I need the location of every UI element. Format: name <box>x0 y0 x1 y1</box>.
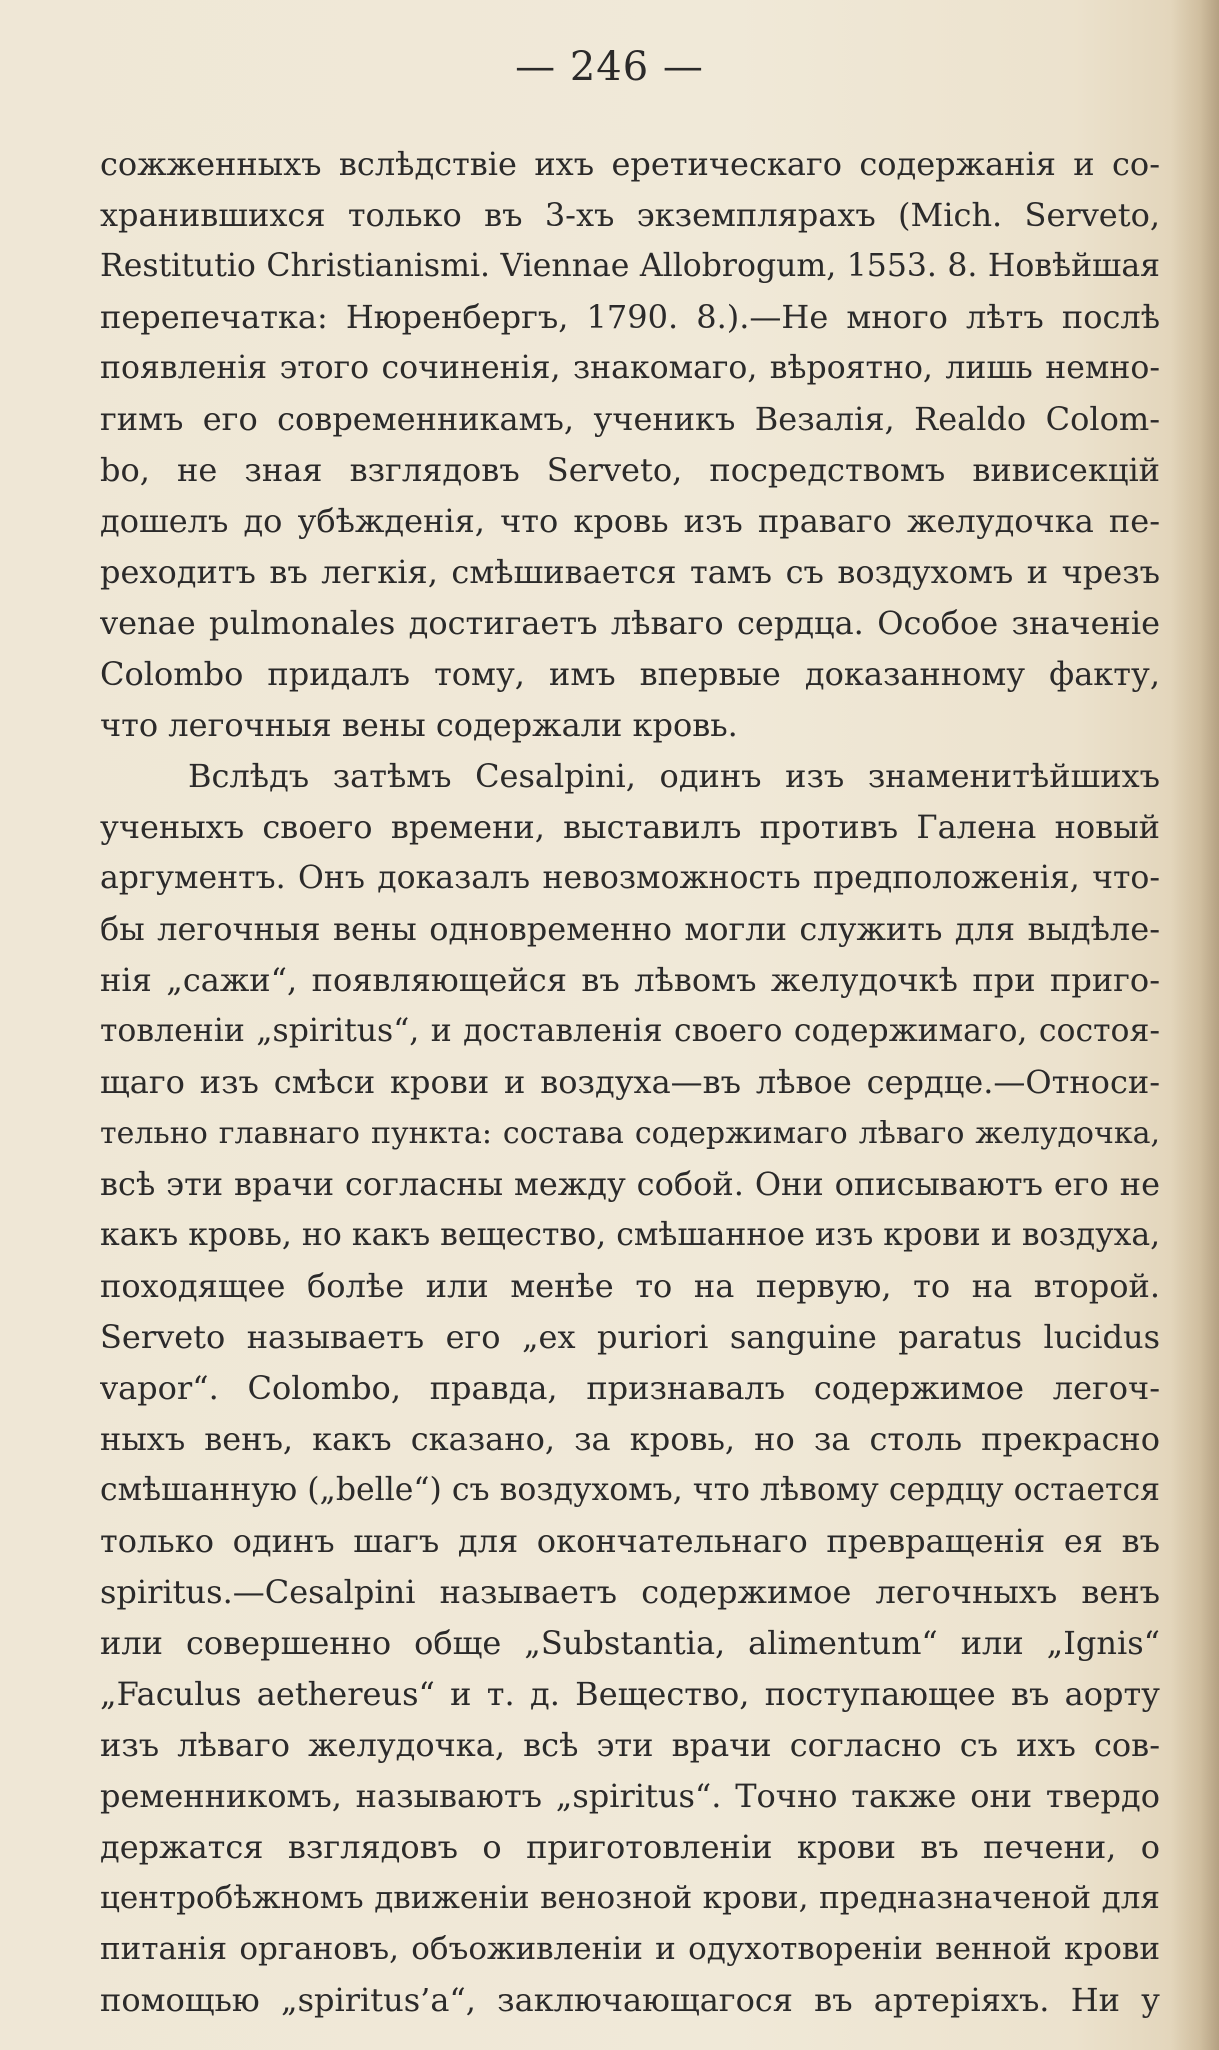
text-line: venae pulmonales достигаетъ лѣваго сердца. Особое значеніе <box>100 604 1160 642</box>
text-line: всѣ эти врачи согласны между собой. Они описываютъ его не <box>100 1165 1160 1203</box>
text-line: походящее болѣе или менѣе то на первую, то на второй. <box>100 1267 1160 1305</box>
text-line: помощью „spiritus’a“, заключающагося въ артеріяхъ. Ни у <box>100 1981 1160 2019</box>
text-line: тельно главнаго пункта: состава содержимаго лѣваго желудочка, <box>100 1116 1160 1151</box>
text-line: только одинъ шагъ для окончательнаго превращенія ея въ <box>100 1522 1160 1560</box>
text-line: аргументъ. Онъ доказалъ невозможность предположенія, что- <box>100 860 1160 896</box>
text-line: spiritus.—Cesalpini называетъ содержимое легочныхъ венъ <box>100 1573 1160 1611</box>
text-line: Colombo придалъ тому, имъ впервые доказанному факту, <box>100 655 1160 693</box>
text-line: изъ лѣваго желудочка, всѣ эти врачи согласно съ ихъ сов- <box>100 1726 1160 1764</box>
text-line: центробѣжномъ движеніи венозной крови, предназначеной для <box>100 1880 1160 1916</box>
text-line: или совершенно обще „Substantia, alimentum“ или „Ignis“ <box>100 1624 1160 1662</box>
text-line: питанія органовъ, объоживленіи и одухотвореніи венной крови <box>100 1931 1160 1967</box>
text-line: щаго изъ смѣси крови и воздуха—въ лѣвое сердце.—Относи- <box>100 1063 1160 1101</box>
page-number: — 246 — <box>515 44 704 90</box>
text-line: нія „сажи“, появляющейся въ лѣвомъ желудочкѣ при приго- <box>100 961 1160 999</box>
text-line: хранившихся только въ 3-хъ экземплярахъ (Mich. Serveto, <box>100 196 1160 234</box>
text-line: Restitutio Christianismi. Viennae Allobrogum, 1553. 8. Новѣйшая <box>100 248 1160 284</box>
page-edge-shadow <box>1171 0 1219 2050</box>
text-line: появленія этого сочиненія, знакомаго, вѣроятно, лишь немно- <box>100 350 1160 386</box>
text-line: ныхъ венъ, какъ сказано, за кровь, но за столь прекрасно <box>100 1420 1160 1458</box>
text-line: товленіи „spiritus“, и доставленія своего содержимаго, состоя- <box>100 1013 1160 1049</box>
text-line: bo, не зная взглядовъ Serveto, посредствомъ вивисекцій <box>100 451 1160 489</box>
text-line: Serveto называетъ его „ex puriori sanguine paratus lucidus <box>100 1318 1160 1356</box>
paragraph-first-line: Вслѣдъ затѣмъ Cesalpini, одинъ изъ знаменитѣйшихъ <box>188 757 1160 795</box>
text-line: гимъ его современникамъ, ученикъ Везалія, Realdo Colom- <box>100 400 1160 438</box>
text-line: бы легочныя вены одновременно могли служить для выдѣле- <box>100 910 1160 948</box>
text-line: смѣшанную („belle“) съ воздухомъ, что лѣвому сердцу остается <box>100 1472 1160 1508</box>
text-line: что легочныя вены содержали кровь. <box>100 706 738 744</box>
text-line: держатся взглядовъ о приготовленіи крови въ печени, о <box>100 1828 1160 1866</box>
text-line: vapor“. Colombo, правда, признавалъ содержимое легоч- <box>100 1369 1160 1407</box>
text-line: „Faculus aethereus“ и т. д. Вещество, поступающее въ аорту <box>100 1675 1160 1713</box>
text-line: сожженныхъ вслѣдствіе ихъ еретическаго содержанія и со- <box>100 145 1160 183</box>
text-line: дошелъ до убѣжденія, что кровь изъ праваго желудочка пе- <box>100 502 1160 540</box>
text-line: реходитъ въ легкія, смѣшивается тамъ съ воздухомъ и чрезъ <box>100 553 1160 591</box>
text-line: какъ кровь, но какъ вещество, смѣшанное изъ крови и воздуха, <box>100 1217 1160 1253</box>
text-line: ученыхъ своего времени, выставилъ противъ Галена новый <box>100 808 1160 846</box>
text-line: перепечатка: Нюренбергъ, 1790. 8.).—Не много лѣтъ послѣ <box>100 298 1160 336</box>
text-line: ременникомъ, называютъ „spiritus“. Точно также они твердо <box>100 1777 1160 1815</box>
body-text <box>100 139 1160 2026</box>
